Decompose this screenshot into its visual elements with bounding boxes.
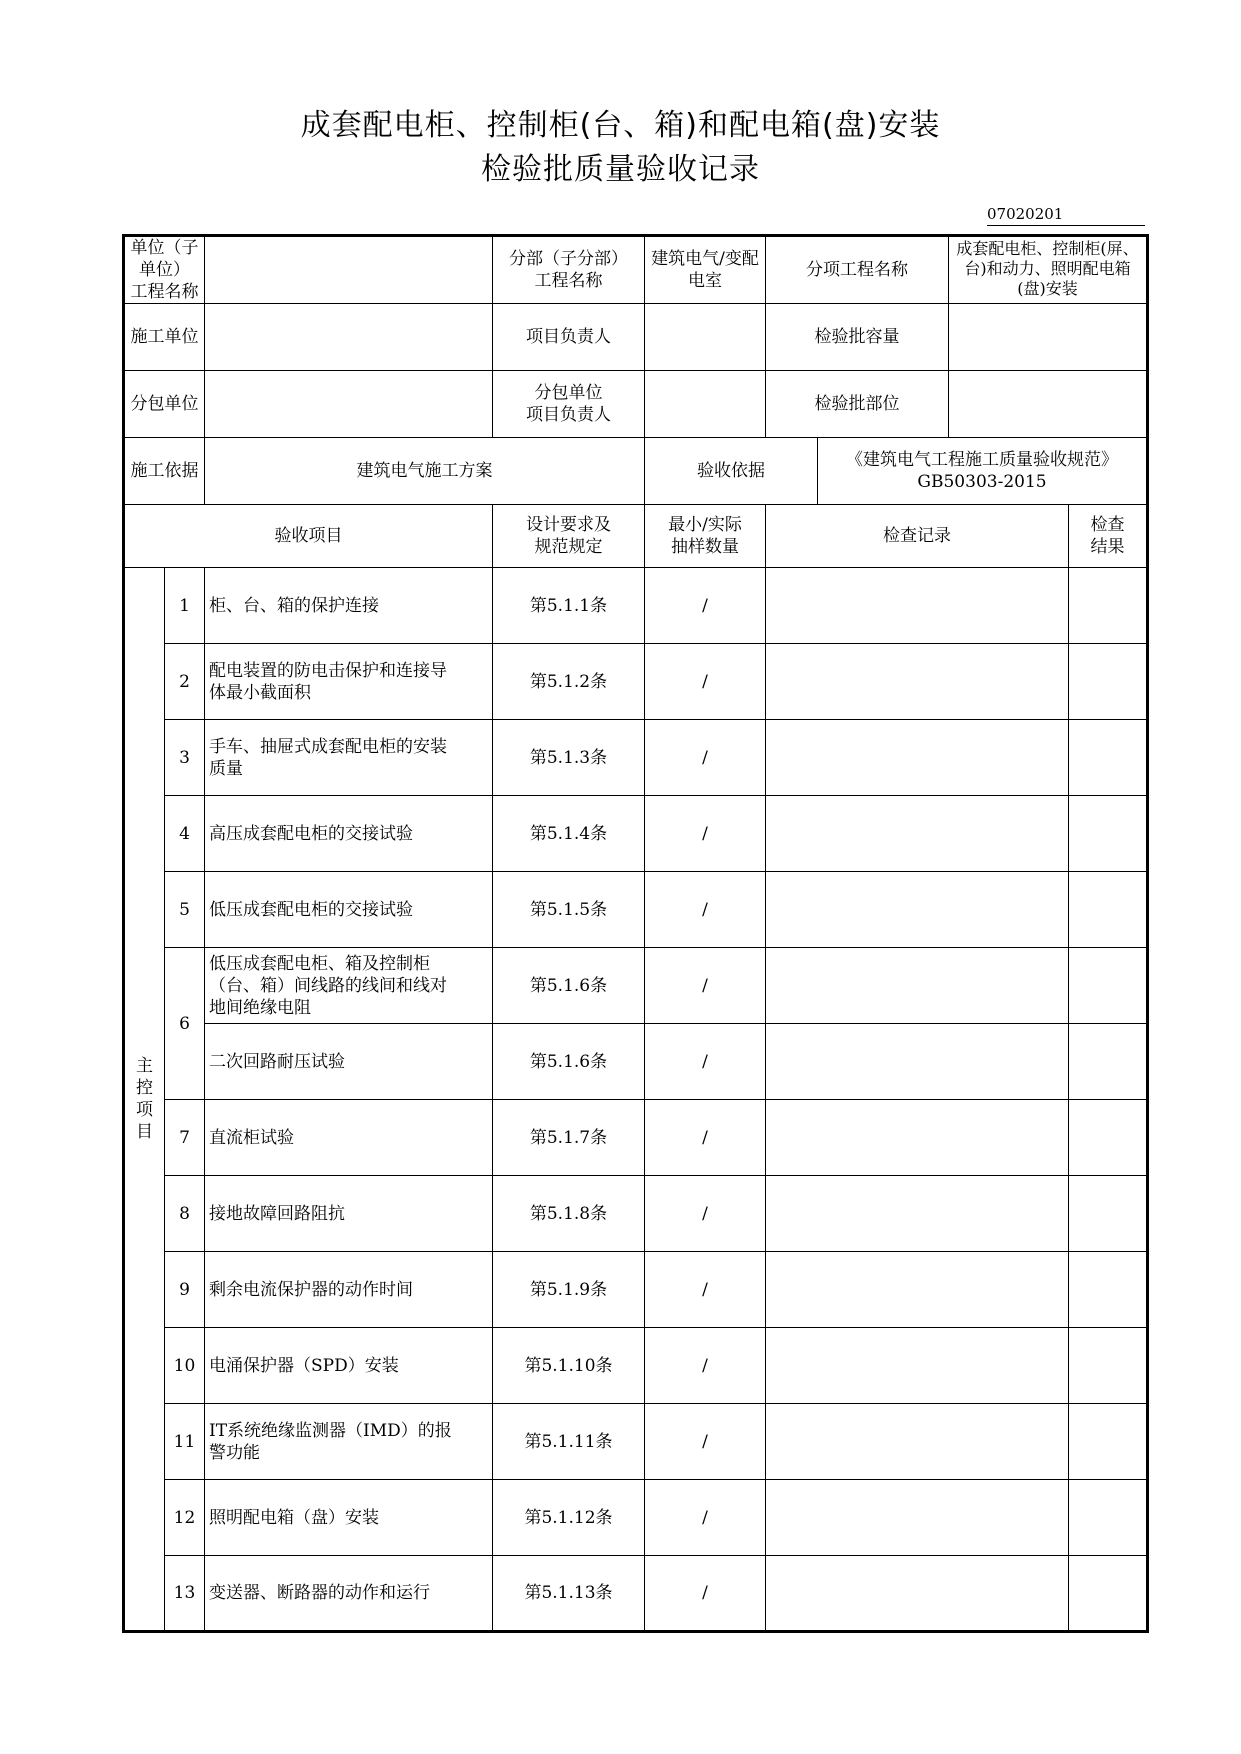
item-inspection-record[interactable] [766, 1404, 1069, 1480]
item-number: 4 [165, 796, 205, 872]
item-description-line: 照明配电箱（盘）安装 [209, 1507, 379, 1528]
table-row [124, 1252, 1148, 1328]
item-sample-quantity[interactable]: / [645, 872, 766, 948]
batch-location-value[interactable] [949, 371, 1148, 438]
item-inspection-record[interactable] [766, 1556, 1069, 1632]
division-name-value[interactable]: 建筑电气/变配电室 [645, 236, 766, 304]
header-row-contractor [124, 304, 1148, 371]
item-clause: 第5.1.7条 [493, 1100, 645, 1176]
item-inspection-record[interactable] [766, 1252, 1069, 1328]
item-description-line: 警功能 [209, 1442, 260, 1463]
item-clause: 第5.1.13条 [493, 1556, 645, 1632]
section-label-char: 控 [136, 1078, 153, 1098]
item-inspection-result[interactable] [1069, 1100, 1148, 1176]
item-description-line: 地间绝缘电阻 [209, 997, 311, 1018]
item-number: 13 [165, 1556, 205, 1632]
item-inspection-record[interactable] [766, 1480, 1069, 1556]
item-number: 11 [165, 1404, 205, 1480]
item-number: 9 [165, 1252, 205, 1328]
table-row [124, 796, 1148, 872]
item-description [205, 1556, 493, 1632]
item-clause: 第5.1.3条 [493, 720, 645, 796]
construction-basis-value[interactable]: 建筑电气施工方案 [205, 438, 645, 505]
contractor-label: 施工单位 [124, 304, 205, 371]
acceptance-basis-label: 验收依据 [645, 438, 818, 505]
column-acceptance-item: 验收项目 [124, 505, 493, 568]
column-header-row [124, 505, 1148, 568]
item-inspection-record[interactable] [766, 1176, 1069, 1252]
item-clause: 第5.1.9条 [493, 1252, 645, 1328]
item-inspection-record[interactable] [766, 1100, 1069, 1176]
item-description [205, 720, 493, 796]
table-row [124, 1328, 1148, 1404]
item-description [205, 644, 493, 720]
item-inspection-result[interactable] [1069, 948, 1148, 1024]
item-inspection-record[interactable] [766, 644, 1069, 720]
item-description-line: 低压成套配电柜的交接试验 [209, 899, 413, 920]
item-description-line: 接地故障回路阻抗 [209, 1203, 345, 1224]
item-inspection-result[interactable] [1069, 1176, 1148, 1252]
item-inspection-result[interactable] [1069, 1556, 1148, 1632]
item-inspection-result[interactable] [1069, 1404, 1148, 1480]
item-clause: 第5.1.11条 [493, 1404, 645, 1480]
item-description [205, 1176, 493, 1252]
section-label-char: 目 [136, 1122, 153, 1142]
item-description-line: 高压成套配电柜的交接试验 [209, 823, 413, 844]
page-title-line2: 检验批质量验收记录 [481, 152, 760, 187]
item-description-line: 柜、台、箱的保护连接 [209, 595, 379, 616]
subcontractor-label: 分包单位 [124, 371, 205, 438]
item-description-line: 二次回路耐压试验 [209, 1051, 345, 1072]
item-inspection-record[interactable] [766, 796, 1069, 872]
item-clause: 第5.1.4条 [493, 796, 645, 872]
item-sample-quantity[interactable]: / [645, 1404, 766, 1480]
item-description [205, 1252, 493, 1328]
project-manager-label: 项目负责人 [493, 304, 645, 371]
column-design-requirement: 设计要求及 规范规定 [493, 505, 645, 568]
table-row [124, 948, 1148, 1024]
item-clause: 第5.1.6条 [493, 1024, 645, 1100]
column-inspection-record: 检查记录 [766, 505, 1069, 568]
unit-name-value[interactable] [205, 236, 493, 304]
item-description [205, 1328, 493, 1404]
item-inspection-result[interactable] [1069, 568, 1148, 644]
item-description [205, 948, 493, 1024]
item-inspection-record[interactable] [766, 872, 1069, 948]
item-number: 5 [165, 872, 205, 948]
item-inspection-record[interactable] [766, 948, 1069, 1024]
item-description [205, 1404, 493, 1480]
table-row [124, 644, 1148, 720]
item-sample-quantity[interactable]: / [645, 644, 766, 720]
column-sample-quantity: 最小/实际 抽样数量 [645, 505, 766, 568]
item-description-line: 质量 [209, 758, 243, 779]
item-clause: 第5.1.10条 [493, 1328, 645, 1404]
section-label-main-control [124, 568, 165, 1632]
item-number: 1 [165, 568, 205, 644]
division-name-label: 分部（子分部） 工程名称 [493, 236, 645, 304]
item-description-line: 变送器、断路器的动作和运行 [209, 1583, 430, 1603]
table-row [124, 1024, 1148, 1100]
item-description-line: IT系统绝缘监测器（IMD）的报 [209, 1420, 452, 1441]
page-title-line1: 成套配电柜、控制柜(台、箱)和配电箱(盘)安装 [300, 108, 941, 143]
header-row-basis [124, 438, 1148, 505]
table-row [124, 872, 1148, 948]
item-description [205, 1100, 493, 1176]
section-label-char: 项 [136, 1100, 153, 1120]
item-clause: 第5.1.2条 [493, 644, 645, 720]
section-label-char: 主 [136, 1056, 153, 1076]
item-description-line: 直流柜试验 [209, 1127, 294, 1148]
item-description [205, 796, 493, 872]
table-row [124, 1480, 1148, 1556]
subitem-name-value: 成套配电柜、控制柜(屏、台)和动力、照明配电箱(盘)安装 [956, 239, 1139, 298]
main-control-items [124, 568, 1148, 1632]
item-description-line: （台、箱）间线路的线间和线对 [209, 975, 447, 996]
item-sample-quantity[interactable]: / [645, 1252, 766, 1328]
item-clause: 第5.1.8条 [493, 1176, 645, 1252]
item-inspection-record[interactable] [766, 1024, 1069, 1100]
item-inspection-result[interactable] [1069, 872, 1148, 948]
item-number: 8 [165, 1176, 205, 1252]
item-sample-quantity[interactable]: / [645, 1176, 766, 1252]
subitem-name-label: 分项工程名称 [766, 236, 949, 304]
sub-project-manager-label: 分包单位 项目负责人 [493, 371, 645, 438]
item-description [205, 568, 493, 644]
item-sample-quantity[interactable]: / [645, 720, 766, 796]
subcontractor-value[interactable] [205, 371, 493, 438]
item-sample-quantity[interactable]: / [645, 1480, 766, 1556]
item-inspection-record[interactable] [766, 1328, 1069, 1404]
subitem-name-value-cell[interactable] [949, 236, 1148, 304]
item-sample-quantity[interactable]: / [645, 1328, 766, 1404]
form-code: 07020201 [987, 205, 1145, 226]
item-number: 7 [165, 1100, 205, 1176]
item-number: 3 [165, 720, 205, 796]
item-clause: 第5.1.6条 [493, 948, 645, 1024]
item-description-line: 体最小截面积 [209, 682, 311, 703]
item-inspection-result[interactable] [1069, 1480, 1148, 1556]
table-row [124, 1100, 1148, 1176]
item-description-line: 电涌保护器（SPD）安装 [209, 1355, 399, 1376]
item-sample-quantity[interactable]: / [645, 948, 766, 1024]
table-row [124, 1556, 1148, 1632]
batch-capacity-value[interactable] [949, 304, 1148, 371]
item-description [205, 1480, 493, 1556]
item-inspection-result[interactable] [1069, 1328, 1148, 1404]
item-number: 2 [165, 644, 205, 720]
item-number: 12 [165, 1480, 205, 1556]
item-inspection-result[interactable] [1069, 1252, 1148, 1328]
item-inspection-result[interactable] [1069, 1024, 1148, 1100]
acceptance-basis-value[interactable]: 《建筑电气工程施工质量验收规范》 GB50303-2015 [818, 438, 1148, 505]
inspection-form-table [122, 234, 1149, 1633]
project-manager-value[interactable] [645, 304, 766, 371]
batch-location-label: 检验批部位 [766, 371, 949, 438]
item-inspection-result[interactable] [1069, 796, 1148, 872]
item-sample-quantity[interactable]: / [645, 568, 766, 644]
item-number: 10 [165, 1328, 205, 1404]
header-row-subcontractor [124, 371, 1148, 438]
batch-capacity-label: 检验批容量 [766, 304, 949, 371]
item-clause: 第5.1.12条 [493, 1480, 645, 1556]
item-description-line: 低压成套配电柜、箱及控制柜 [209, 953, 430, 974]
column-inspection-result: 检查 结果 [1069, 505, 1148, 568]
table-row [124, 1404, 1148, 1480]
table-row [124, 568, 1148, 644]
item-clause: 第5.1.5条 [493, 872, 645, 948]
item-description-line: 剩余电流保护器的动作时间 [209, 1279, 413, 1300]
table-row [124, 720, 1148, 796]
item-description-line: 配电装置的防电击保护和连接导 [209, 660, 447, 681]
item-sample-quantity[interactable]: / [645, 1024, 766, 1100]
item-description [205, 1024, 493, 1100]
item-number: 6 [165, 948, 205, 1100]
construction-basis-label: 施工依据 [124, 438, 205, 505]
item-inspection-result[interactable] [1069, 644, 1148, 720]
unit-name-label: 单位（子单位） 工程名称 [124, 236, 205, 304]
item-description [205, 872, 493, 948]
item-description-line: 手车、抽屉式成套配电柜的安装 [209, 736, 447, 757]
item-clause: 第5.1.1条 [493, 568, 645, 644]
item-sample-quantity[interactable]: / [645, 1556, 766, 1632]
item-inspection-record[interactable] [766, 568, 1069, 644]
header-row-project [124, 236, 1148, 304]
sub-project-manager-value[interactable] [645, 371, 766, 438]
contractor-value[interactable] [205, 304, 493, 371]
item-sample-quantity[interactable]: / [645, 1100, 766, 1176]
table-row [124, 1176, 1148, 1252]
item-inspection-record[interactable] [766, 720, 1069, 796]
item-inspection-result[interactable] [1069, 720, 1148, 796]
item-sample-quantity[interactable]: / [645, 796, 766, 872]
